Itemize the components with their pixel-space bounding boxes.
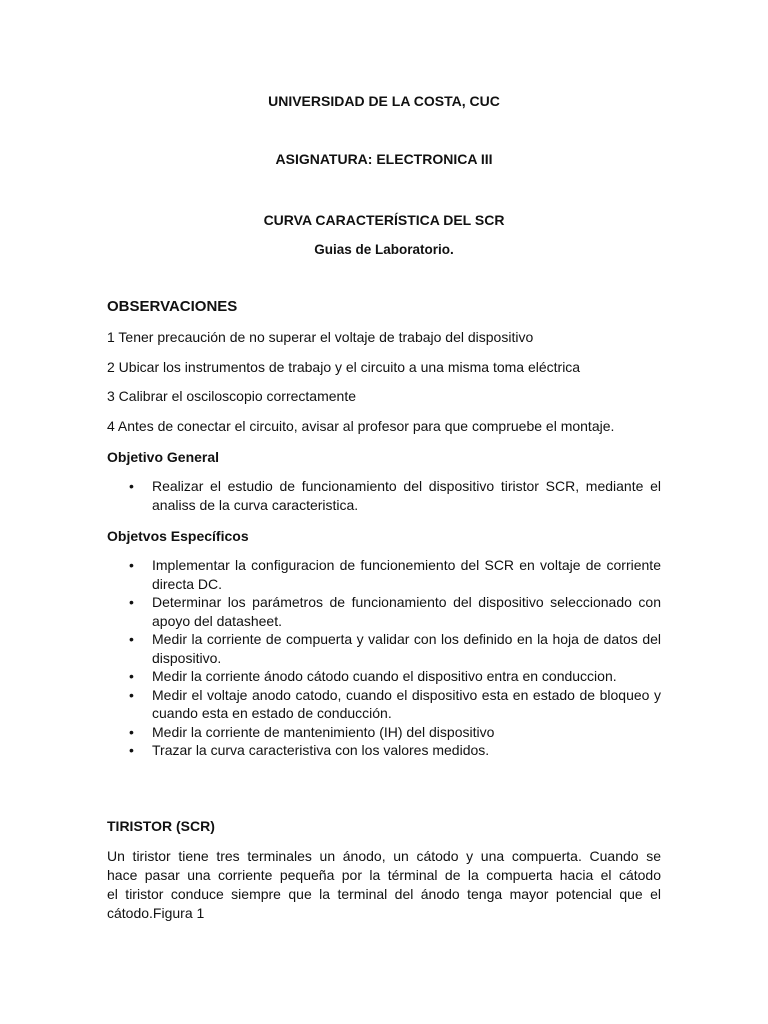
bullet-icon: •: [129, 631, 134, 647]
objetivos-especificos-heading: Objetvos Específicos: [107, 528, 249, 544]
list-item-text: Realizar el estudio de funcionamiento del dispositivo tiristor SCR, mediante el analiss de la curva caracteristica.: [152, 478, 661, 513]
observacion-item: 3 Calibrar el osciloscopio correctamente: [107, 388, 356, 404]
observacion-item: 2 Ubicar los instrumentos de trabajo y el circuito a una misma toma eléctrica: [107, 359, 581, 375]
bullet-icon: •: [129, 686, 134, 703]
observacion-item: 1 Tener precaución de no superar el voltaje de trabajo del dispositivo: [107, 329, 534, 345]
list-item-text: Medir el voltaje anodo catodo, cuando el dispositivo esta en estado de bloqueo y cuando esta en estado de conducción.: [152, 686, 661, 721]
subject-title: ASIGNATURA: ELECTRONICA III: [275, 151, 493, 167]
paragraph-line: Un tiristor tiene tres terminales un ánodo, un cátodo y una compuerta. Cuando se: [107, 848, 661, 864]
list-item-text: Implementar la configuracion de funcionemiento del SCR en voltaje de corriente directa DC.: [152, 557, 661, 592]
objetivos-especificos-list: [107, 556, 661, 760]
list-item: [107, 686, 661, 723]
list-item: [107, 667, 661, 686]
list-item: [107, 741, 661, 760]
bullet-icon: •: [129, 723, 134, 740]
topic-title: CURVA CARACTERÍSTICA DEL SCR: [263, 212, 505, 228]
university-title: UNIVERSIDAD DE LA COSTA, CUC: [268, 93, 500, 109]
observaciones-heading: OBSERVACIONES: [107, 298, 238, 315]
paragraph-line: el tiristor conduce siempre que la terminal del ánodo tenga mayor potencial que el: [107, 886, 661, 902]
guide-subtitle: Guias de Laboratorio.: [314, 242, 454, 257]
tiristor-heading: TIRISTOR (SCR): [107, 818, 215, 834]
list-item-text: Medir la corriente de compuerta y validar con los definido en la hoja de datos del dispositivo.: [152, 631, 661, 666]
objetivo-general-list: [107, 477, 661, 514]
list-item-text: Medir la corriente de mantenimiento (IH) del dispositivo: [152, 723, 495, 740]
bullet-icon: •: [129, 594, 134, 610]
paragraph-line: cátodo.Figura 1: [107, 905, 205, 921]
list-item: [107, 630, 661, 667]
bullet-icon: •: [129, 478, 134, 494]
paragraph-line: hace pasar una corriente pequeña por la términal de la compuerta hacia el cátodo: [107, 867, 661, 883]
list-item: [107, 556, 661, 593]
bullet-icon: •: [129, 668, 134, 684]
list-item: [107, 477, 661, 514]
list-item: [107, 593, 661, 630]
tiristor-paragraph: [107, 847, 661, 923]
objetivo-general-heading: Objetivo General: [107, 449, 220, 465]
list-item-text: Medir la corriente ánodo cátodo cuando el dispositivo entra en conduccion.: [152, 668, 617, 684]
bullet-icon: •: [129, 742, 134, 758]
list-item: [107, 723, 661, 742]
list-item-text: Trazar la curva caracteristiva con los valores medidos.: [152, 742, 490, 758]
bullet-icon: •: [129, 557, 134, 573]
observacion-item: 4 Antes de conectar el circuito, avisar al profesor para que compruebe el montaje.: [107, 418, 615, 434]
list-item-text: Determinar los parámetros de funcionamiento del dispositivo seleccionado con apoyo del datasheet.: [152, 594, 661, 629]
